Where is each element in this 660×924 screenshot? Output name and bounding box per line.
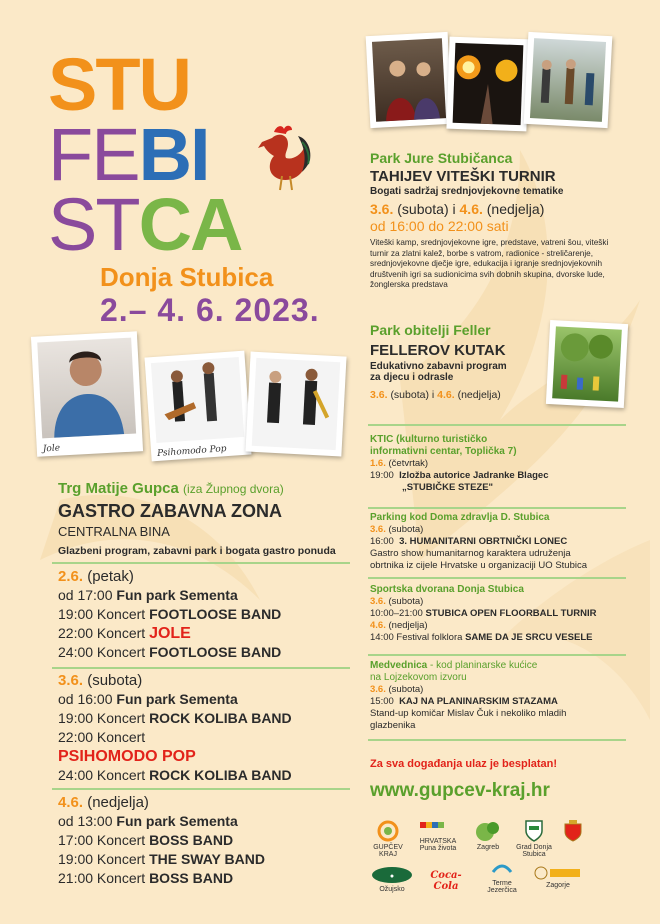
schedule-act: ROCK KOLIBA BAND [149,710,292,726]
left-desc: Glazbeni program, zabavni park i bogata gastro ponuda [58,545,336,557]
divider [368,654,626,656]
logo-coca-cola: Coca-Cola [430,870,462,892]
left-venue-block [58,480,348,557]
schedule-row [58,766,350,785]
med-block [370,660,628,732]
park1-day1: (subota) [397,201,449,217]
schedule-act: FOOTLOOSE BAND [149,606,282,622]
rooster-icon [252,122,316,194]
park2-day1: (subota) [390,389,429,401]
schedule-time: od 17:00 [58,587,117,603]
sd-date1: 3.6. [370,596,386,607]
day-date: 3.6. [58,672,84,689]
sd-time2: 14:00 [370,632,394,643]
park2-title: FELLEROV KUTAK [370,342,506,359]
ktic-block [370,434,628,494]
title-line-2 [48,113,209,196]
logo-gupcev-kraj: GUPČEV KRAJ [368,820,408,858]
med-desc1: Stand-up komičar Mislav Čuk i nekoliko mladih [370,708,567,719]
photo-feller-park [546,320,628,408]
schedule-row [58,586,350,605]
schedule-row [58,728,350,747]
park2-sub2: za djecu i odrasle [370,372,454,383]
schedule-row [58,850,350,869]
schedule-time: od 16:00 [58,691,117,707]
schedule-row [58,831,350,850]
dz-day: (subota) [388,524,424,535]
photo-jole-caption: Jole [42,443,61,455]
photo-psihomodo-2 [245,352,346,457]
park1-sub: Bogati sadržaj srednjovjekovne tematike [370,186,564,197]
park2-sub1: Edukativno zabavni program [370,361,507,372]
photo-fire-show-image [453,43,524,125]
day-name: (nedjelja) [87,794,149,811]
dz-time: 16:00 [370,536,394,547]
park1-and: i [452,201,456,217]
photo-jole [31,331,143,456]
divider [52,788,350,790]
ktic-h1: KTIC (kulturno turističko [370,434,488,445]
dz-date: 3.6. [370,524,386,535]
logo-zagorje: Zagorje [532,866,584,889]
schedule-row [58,747,350,766]
sd-time1: 10:00–21:00 [370,608,423,619]
sd-title2: SAME DA JE SRCU VESELE [465,632,593,643]
park1-block [370,150,630,291]
dz-block [370,512,628,572]
sd-title1: STUBICA OPEN FLOORBALL TURNIR [425,608,597,619]
photo-medieval-games [524,32,613,128]
sd-pre2: Festival folklora [396,632,463,643]
schedule-row [58,869,350,888]
schedule-row [58,643,350,662]
ktic-line2: „STUBIČKE STEZE" [402,482,494,493]
photo-psihomodo-image-2 [252,358,340,450]
schedule-act: Fun park Sementa [116,587,238,603]
logo-terme-jezercica: Terme Jezerčica [480,862,524,894]
park1-time: od 16:00 do 22:00 sati [370,218,509,234]
schedule-time: od 13:00 [58,813,117,829]
logo-crest [558,820,588,844]
schedule-time: 22:00 Koncert [58,729,146,745]
photo-feller-park-image [552,326,622,401]
schedule-time: 21:00 Koncert [58,870,150,886]
schedule-act: BOSS BAND [149,870,234,886]
title-line-3 [48,183,242,266]
location-label: Donja Stubica [100,262,274,292]
title-st: ST [48,183,139,266]
schedule-time: 19:00 Koncert [58,606,150,622]
left-venue-note: (iza Župnog dvora) [183,482,284,496]
schedule-time: 24:00 Koncert [58,767,150,783]
logo-ozujsko: ● Ožujsko [368,866,416,893]
sd-day2: (nedjelja) [388,620,428,631]
day-block [58,794,350,888]
ktic-time: 19:00 [370,470,394,481]
divider [368,577,626,579]
park1-date2: 4.6. [459,201,483,217]
dz-desc2: obrtnika iz cijele Hrvatske u organizaciji UO Stubica [370,560,588,571]
free-entry-note: Za sva događanja ulaz je besplatan! [370,758,558,770]
park1-desc: Viteški kamp, srednjovjekovne igre, predstave, vatreni šou, viteški turnir za zlatni kalež, borbe s vatrom, radionice - streličarenje, srednjovjekovne dječje igre, edukacija i igranje srednjovjekovnih društvenih igri sa sudionicima svih dobnih skupina, dvorske lude, žonglerska predstava [370,238,609,290]
park1-title: TAHIJEV VITEŠKI TURNIR [370,168,556,185]
med-h2: na Lojzekovom izvoru [370,672,467,683]
ktic-day: (četvrtak) [388,458,429,469]
logo-grad-donja-stubica: Grad Donja Stubica [514,820,554,858]
day-name: (subota) [87,672,143,689]
photo-psihomodo-1 [144,351,251,462]
divider [368,739,626,741]
schedule-act: JOLE [149,625,191,642]
schedule-act: Fun park Sementa [116,813,238,829]
ktic-date: 1.6. [370,458,386,469]
schedule-time: 19:00 Koncert [58,851,150,867]
park2-date1: 3.6. [370,389,388,401]
park2-and: i [431,389,435,401]
sd-block [370,584,628,644]
divider [52,667,350,669]
dz-heading: Parking kod Doma zdravlja D. Stubica [370,512,550,523]
ktic-h2: informativni centar, Toplička 7) [370,446,517,457]
med-time: 15:00 [370,696,394,707]
park1-date1: 3.6. [370,201,394,217]
logo-hrvatska: HRVATSKA Puna života [416,822,460,852]
title-stu: STU [48,43,190,126]
med-date: 3.6. [370,684,386,695]
photo-psihomodo-image-1 [151,357,244,443]
day-date: 2.6. [58,568,84,585]
dz-title: 3. HUMANITARNI OBRTNIČKI LONEC [399,536,568,547]
med-title: KAJ NA PLANINARSKIM STAZAMA [399,696,558,707]
day-date: 4.6. [58,794,84,811]
schedule-time: 22:00 Koncert [58,625,150,641]
park1-day2: (nedjelja) [486,201,545,217]
schedule-act: BOSS BAND [149,832,234,848]
schedule-act: Fun park Sementa [116,691,238,707]
sd-day1: (subota) [388,596,424,607]
website-link[interactable]: www.gupcev-kraj.hr [370,780,550,801]
photo-jole-image [37,338,136,439]
park2-name: Park obitelji Feller [370,322,491,338]
park2-block [370,322,550,401]
schedule-row [58,812,350,831]
title-bi: BI [138,113,209,196]
schedule-row [58,690,350,709]
schedule-row [58,709,350,728]
day-block [58,672,350,785]
sd-heading: Sportska dvorana Donja Stubica [370,584,524,595]
left-stage: CENTRALNA BINA [58,524,170,539]
sd-date2: 4.6. [370,620,386,631]
schedule-row [58,624,350,643]
festival-dates: 2.– 4. 6. 2023. [100,292,320,328]
photo-psihomodo-caption: Psihomodo Pop [156,444,227,459]
ktic-line1: Izložba autorice Jadranke Blagec [399,470,549,481]
dz-desc1: Gastro show humanitarnog karaktera udruženja [370,548,571,559]
schedule-time: 19:00 Koncert [58,710,150,726]
schedule-act: THE SWAY BAND [149,851,265,867]
med-h1b: - kod planinarske kućice [427,660,538,671]
park2-date2: 4.6. [437,389,455,401]
photo-knights [366,32,453,128]
title-ca: CA [138,183,242,266]
divider [368,424,626,426]
schedule-act: ROCK KOLIBA BAND [149,767,292,783]
day-block [58,568,350,662]
left-zone-title: GASTRO ZABAVNA ZONA [58,501,282,521]
schedule-time: 17:00 Koncert [58,832,150,848]
divider [52,562,350,564]
park1-name: Park Jure Stubičanca [370,150,513,166]
title-fe: FE [48,113,139,196]
med-day: (subota) [388,684,424,695]
day-name: (petak) [87,568,134,585]
schedule-row [58,605,350,624]
svg-text:●: ● [389,873,395,880]
med-desc2: glazbenika [370,720,416,731]
photo-fire-show [446,37,529,132]
logo-zagreb-county: Zagreb [468,820,508,851]
med-h1: Medvednica [370,660,428,671]
schedule-act: FOOTLOOSE BAND [149,644,282,660]
schedule-act: PSIHOMODO POP [58,748,196,765]
photo-knights-image [372,38,446,122]
park2-day2: (nedjelja) [457,389,501,401]
left-venue-name: Trg Matije Gupca [58,480,179,497]
photo-medieval-games-image [530,38,606,122]
divider [368,507,626,509]
schedule-time: 24:00 Koncert [58,644,150,660]
